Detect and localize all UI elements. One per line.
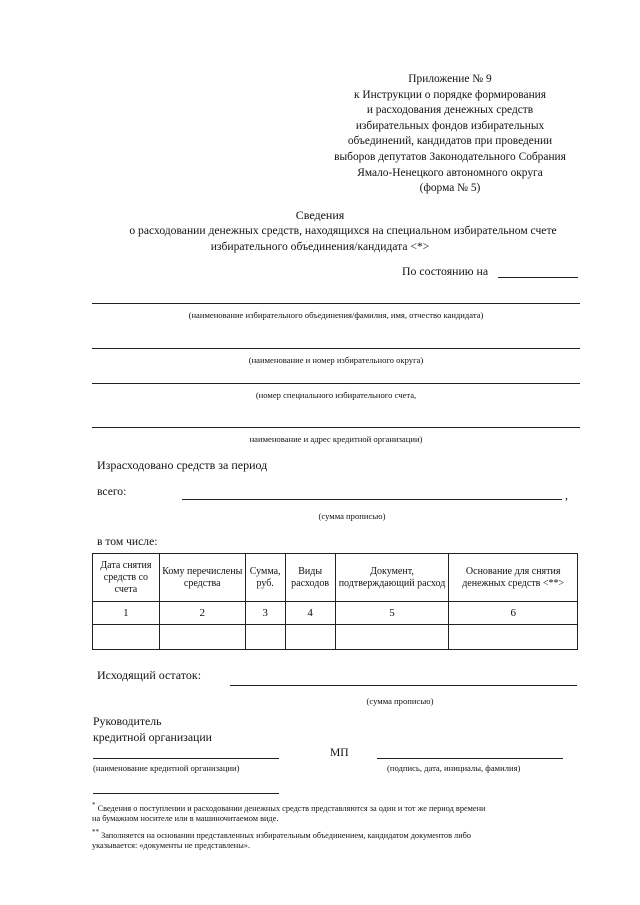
total-comma: , bbox=[565, 488, 568, 502]
appendix-line: объединений, кандидатов при проведении bbox=[347, 135, 553, 148]
including-label: в том числе: bbox=[97, 535, 158, 548]
spent-label: Израсходовано средств за период bbox=[97, 458, 268, 472]
column-number: 3 bbox=[245, 602, 285, 625]
appendix-line: выборов депутатов Законодательного Собрания bbox=[334, 150, 566, 163]
total-sum-caption: (сумма прописью) bbox=[318, 511, 386, 521]
signature-line[interactable] bbox=[377, 758, 563, 759]
balance-caption: (сумма прописью) bbox=[366, 696, 434, 706]
appendix-header bbox=[300, 72, 600, 197]
balance-label: Исходящий остаток: bbox=[97, 668, 202, 682]
appendix-line: избирательных фондов избирательных bbox=[355, 119, 545, 132]
title-heading: Сведения bbox=[295, 208, 345, 222]
expenses-table bbox=[92, 553, 578, 650]
column-header: Дата снятия средств со счета bbox=[93, 554, 160, 602]
org-name-caption: (наименование избирательного объединения/фамилия, имя, отчество кандидата) bbox=[188, 310, 484, 320]
appendix-line: к Инструкции о порядке формирования bbox=[353, 88, 546, 101]
column-header: Сумма, руб. bbox=[245, 554, 285, 602]
column-header: Документ, подтверждающий расход bbox=[335, 554, 449, 602]
stamp-label: МП bbox=[330, 746, 349, 759]
account-line[interactable] bbox=[92, 383, 580, 384]
table-header-row bbox=[93, 554, 578, 602]
appendix-line: (форма № 5) bbox=[419, 182, 481, 195]
footnote-1-cont: на бумажном носителе или в машиночитаемом виде. bbox=[92, 814, 279, 823]
bank-caption: наименование и адрес кредитной организации) bbox=[249, 434, 423, 444]
account-caption: (номер специального избирательного счета, bbox=[255, 390, 417, 400]
footnote-2-mark: ** bbox=[92, 828, 99, 836]
column-header: Основание для снятия денежных средств <**> bbox=[449, 554, 578, 602]
bank-name-caption: (наименование кредитной организации) bbox=[93, 763, 240, 773]
footnote-2-text: Заполняется на основании представленных избирательным объединением, кандидатом документов либо bbox=[101, 830, 472, 840]
table-number-row bbox=[93, 602, 578, 625]
title-subheading: о расходовании денежных средств, находящихся на специальном избирательном счете bbox=[129, 224, 557, 237]
head-title-2: кредитной организации bbox=[93, 730, 212, 744]
bank-line[interactable] bbox=[92, 427, 580, 428]
bank-name-line[interactable] bbox=[93, 758, 279, 759]
as-of-date-line[interactable] bbox=[498, 277, 578, 278]
appendix-line: Приложение № 9 bbox=[408, 73, 492, 85]
footnote-2-cont: указывается: «документы не представлены». bbox=[92, 841, 251, 850]
district-line[interactable] bbox=[92, 348, 580, 349]
title-subheading-2: избирательного объединения/кандидата <*> bbox=[210, 240, 430, 253]
table-cell[interactable] bbox=[335, 625, 449, 650]
head-title: Руководитель bbox=[93, 714, 162, 728]
column-header: Кому перечислены средства bbox=[159, 554, 245, 602]
footnote-1-text: Сведения о поступлении и расходовании денежных средств представляются за один и тот же период времени bbox=[97, 803, 486, 813]
column-header: Виды расходов bbox=[285, 554, 335, 602]
table-cell[interactable] bbox=[93, 625, 160, 650]
total-label: всего: bbox=[97, 485, 127, 498]
footnote-1-mark: * bbox=[92, 801, 96, 809]
district-caption: (наименование и номер избирательного округа) bbox=[248, 355, 424, 365]
column-number: 5 bbox=[335, 602, 449, 625]
column-number: 2 bbox=[159, 602, 245, 625]
table-cell[interactable] bbox=[159, 625, 245, 650]
column-number: 6 bbox=[449, 602, 578, 625]
appendix-line: и расходования денежных средств bbox=[366, 104, 534, 117]
footnote-divider bbox=[93, 793, 279, 794]
table-row bbox=[93, 625, 578, 650]
table-cell[interactable] bbox=[245, 625, 285, 650]
as-of-label: По состоянию на bbox=[402, 264, 489, 278]
table-cell[interactable] bbox=[449, 625, 578, 650]
column-number: 1 bbox=[93, 602, 160, 625]
balance-sum-line[interactable] bbox=[230, 685, 577, 686]
total-sum-line[interactable] bbox=[182, 499, 562, 500]
signature-caption: (подпись, дата, инициалы, фамилия) bbox=[387, 763, 521, 773]
org-name-line[interactable] bbox=[92, 303, 580, 304]
appendix-line: Ямало-Ненецкого автономного округа bbox=[357, 166, 543, 179]
table-cell[interactable] bbox=[285, 625, 335, 650]
column-number: 4 bbox=[285, 602, 335, 625]
